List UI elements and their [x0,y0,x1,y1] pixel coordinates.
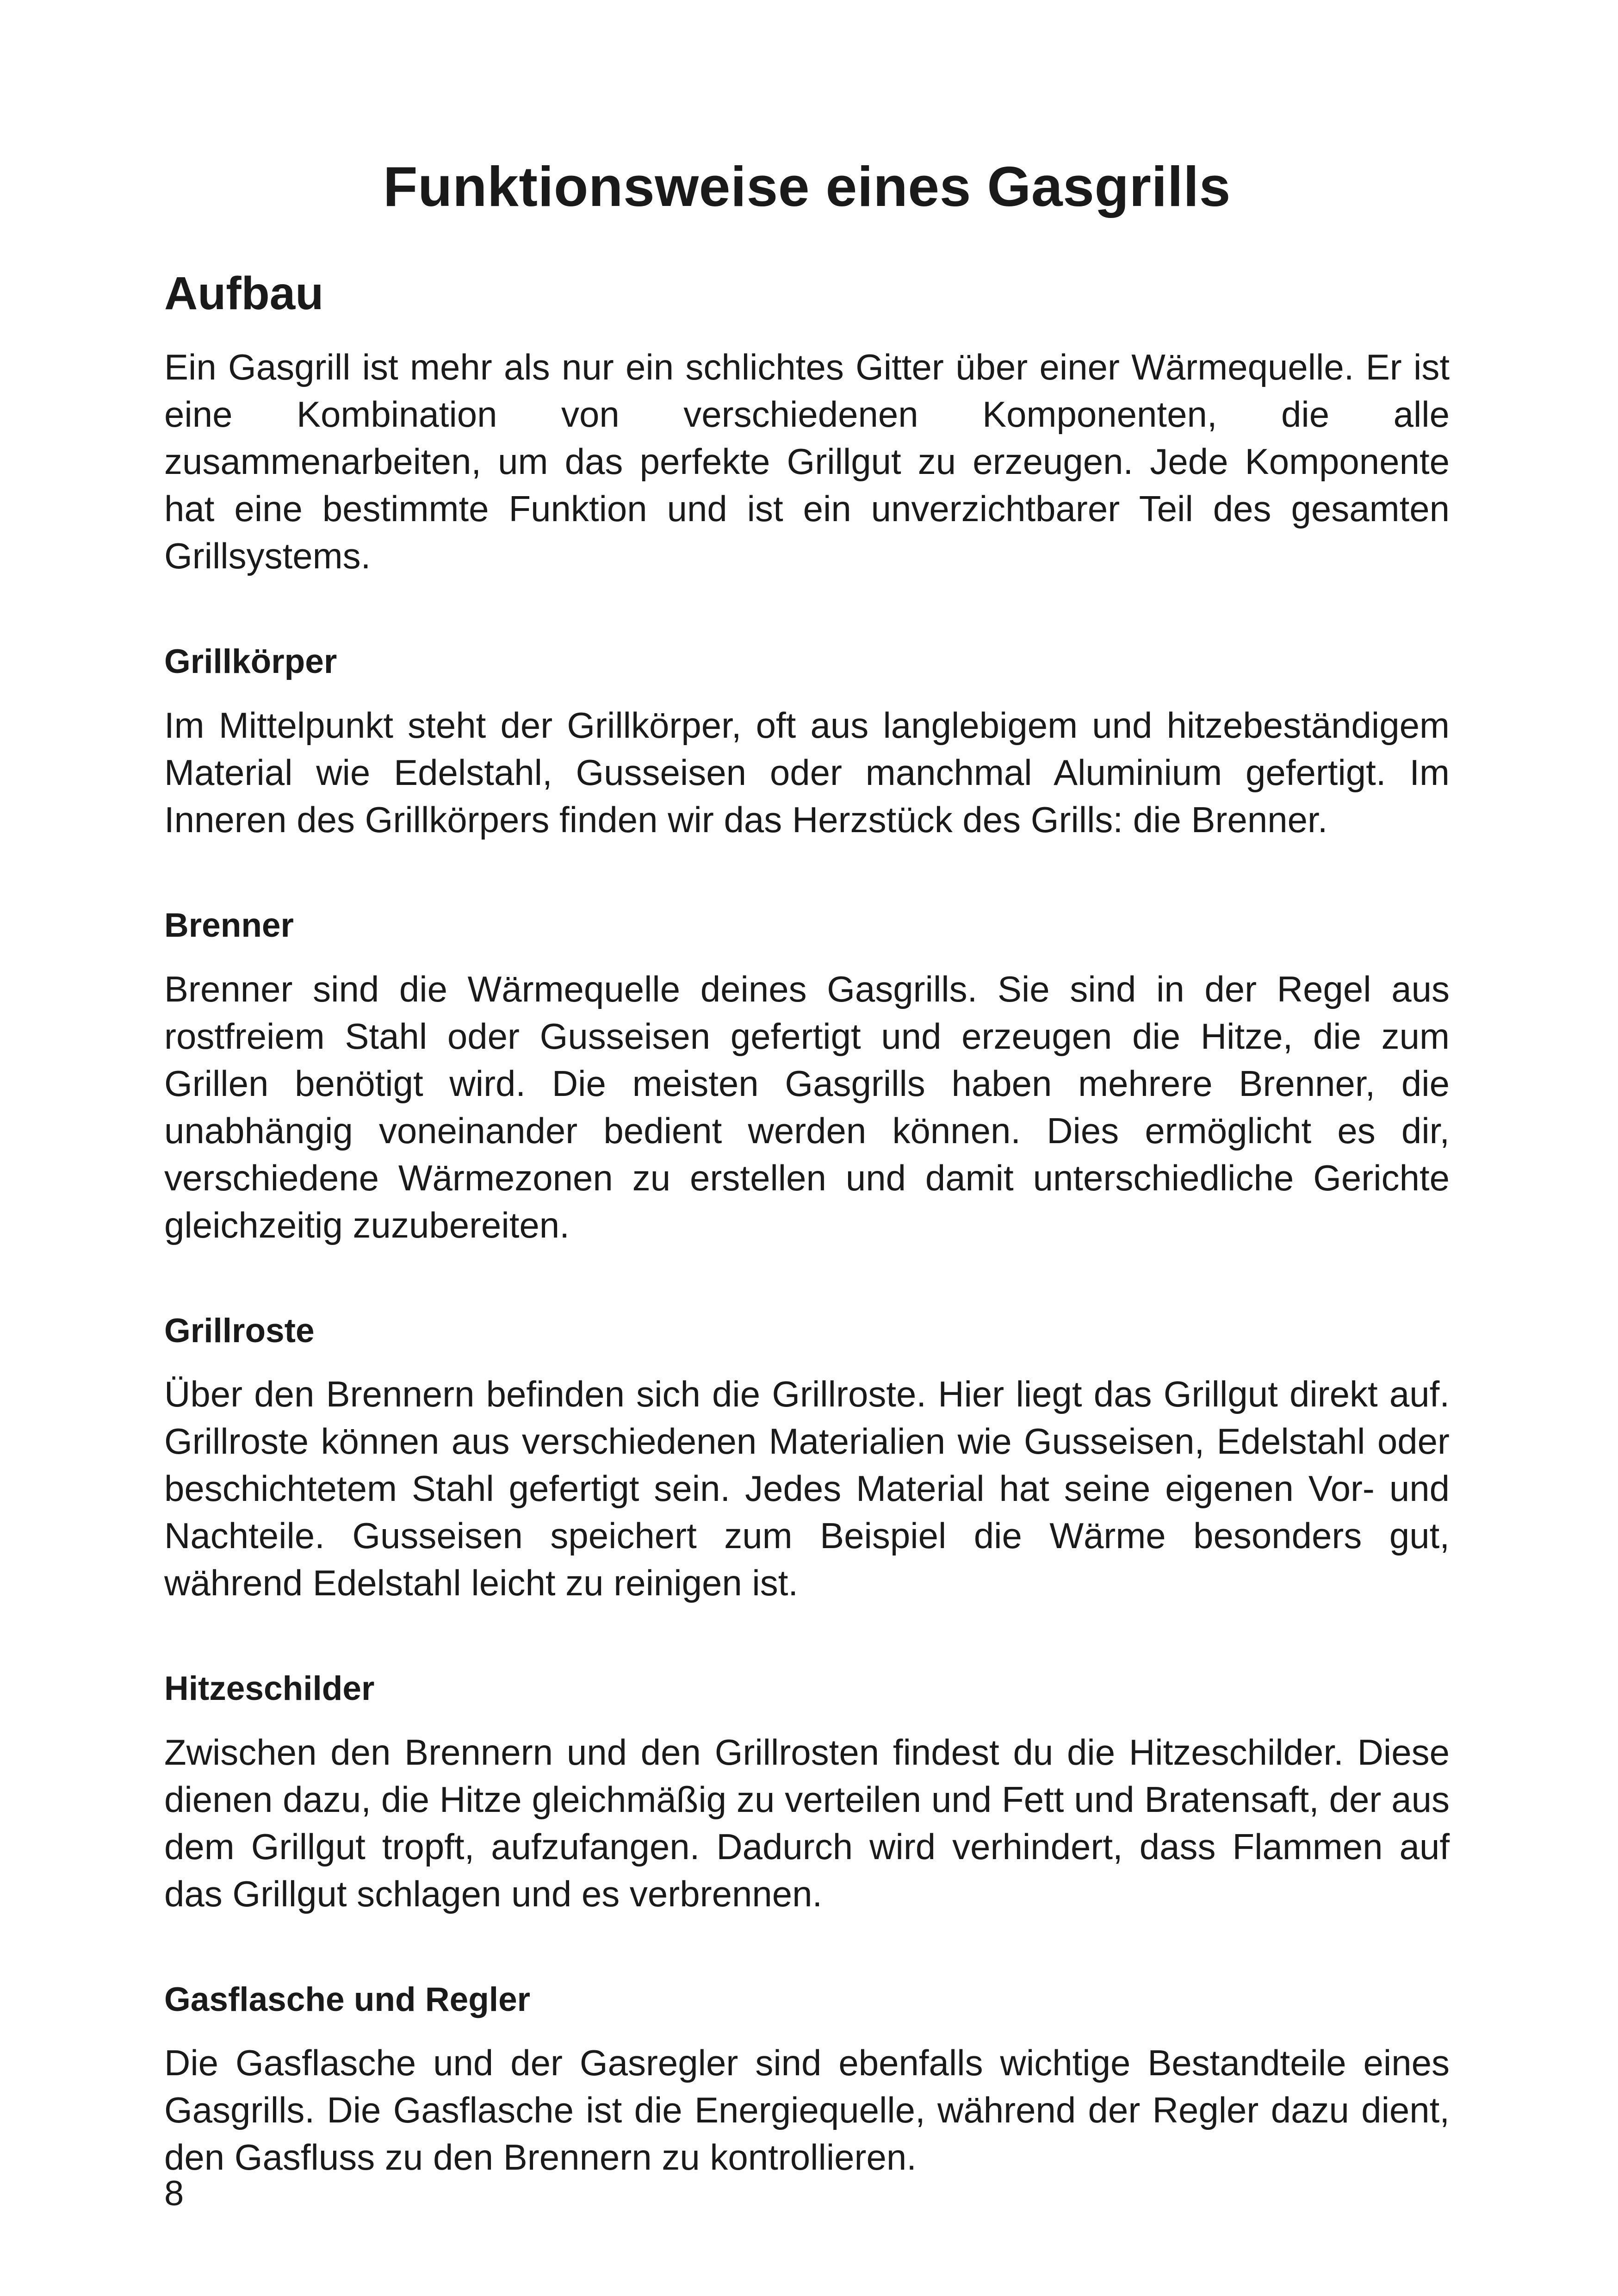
subsection-heading: Gasflasche und Regler [164,1980,531,2018]
document-page [164,153,1450,2181]
subsection-paragraph: Über den Brennern befinden sich die Grillroste. Hier liegt das Grillgut direkt auf. Grillroste können aus verschiedenen Materialien wie Gusseisen, Edelstahl oder beschichtetem Stahl gefertigt sein. Jedes Material hat seine eigenen Vor- und Nachteile. Gusseisen speichert zum Beispiel die Wärme besonders gut, während Edelstahl leicht zu reinigen ist. [164,1374,1450,1604]
subsection-heading: Grillkörper [164,643,337,681]
subsection-paragraph: Die Gasflasche und der Gasregler sind ebenfalls wichtige Bestandteile eines Gasgrills. Die Gasflasche ist die Energiequelle, während der Regler dazu dient, den Gasfluss zu den Brennern zu kontrollieren. [164,2042,1450,2178]
subsection-gasflasche-und-regler [164,1979,1450,2181]
subsection-hitzeschilder [164,1668,1450,1917]
page-number: 8 [164,2174,184,2213]
page-title: Funktionsweise eines Gasgrills [383,155,1231,218]
subsection-paragraph: Zwischen den Brennern und den Grillrosten findest du die Hitzeschilder. Diese dienen dazu, die Hitze gleichmäßig zu verteilen und Fett und Bratensaft, der aus dem Grillgut tropft, aufzufangen. Dadurch wird verhindert, dass Flammen auf das Grillgut schlagen und es verbrennen. [164,1731,1450,1914]
subsection-heading: Brenner [164,906,294,944]
section-heading-aufbau: Aufbau [164,268,324,320]
subsection-brenner [164,905,1450,1249]
subsection-grillkoerper [164,641,1450,843]
subsection-heading: Hitzeschilder [164,1670,375,1708]
subsection-heading: Grillroste [164,1312,315,1350]
subsection-paragraph: Brenner sind die Wärmequelle deines Gasgrills. Sie sind in der Regel aus rostfreiem Stahl oder Gusseisen gefertigt und erzeugen die Hitze, die zum Grillen benötigt wird. Die meisten Gasgrills haben mehrere Brenner, die unabhängig voneinander bedient werden können. Dies ermöglicht es dir, verschiedene Wärmezonen zu erstellen und damit unterschiedliche Gerichte gleichzeitig zuzubereiten. [164,968,1450,1245]
subsection-paragraph: Im Mittelpunkt steht der Grillkörper, oft aus langlebigem und hitzebeständigem Material wie Edelstahl, Gusseisen oder manchmal Aluminium gefertigt. Im Inneren des Grillkörpers finden wir das Herzstück des Grills: die Brenner. [164,704,1450,840]
intro-paragraph: Ein Gasgrill ist mehr als nur ein schlichtes Gitter über einer Wärmequelle. Er ist eine Kombination von verschiedenen Komponenten, die alle zusammenarbeiten, um das perfekte Grillgut zu erzeugen. Jede Komponente hat eine bestimmte Funktion und ist ein unverzichtbarer Teil des gesamten Grillsystems. [164,347,1450,577]
subsection-grillroste [164,1311,1450,1607]
